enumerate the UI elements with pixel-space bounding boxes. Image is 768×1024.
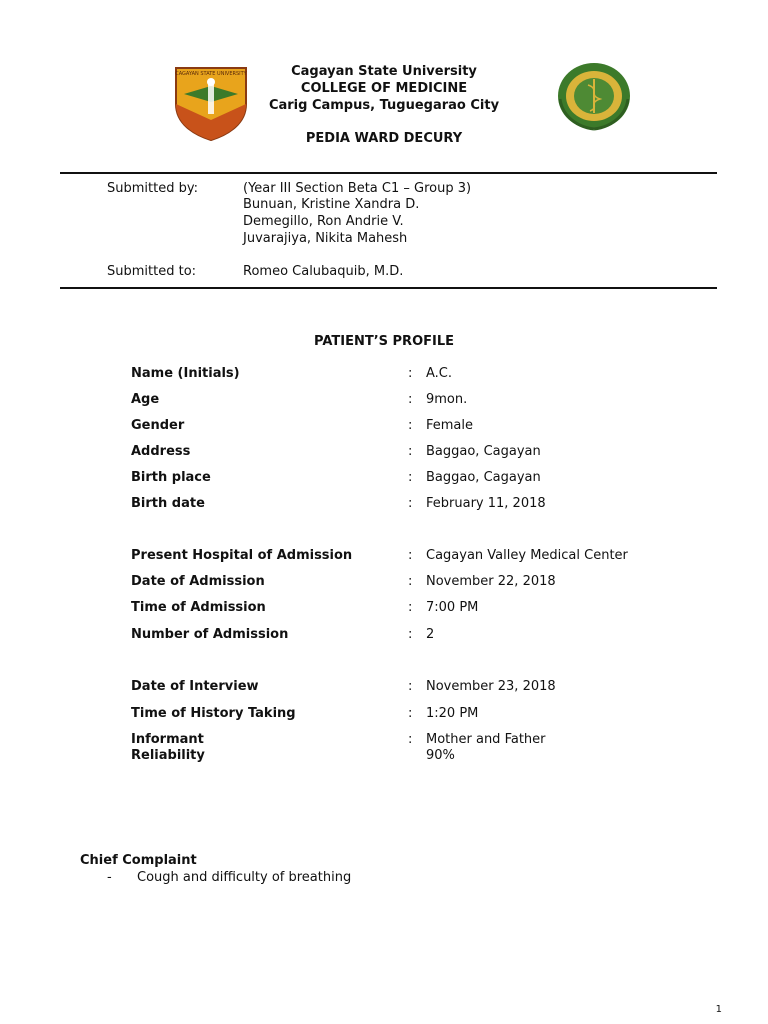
profile-value: November 22, 2018 <box>426 574 556 589</box>
submitted-to-value: Romeo Calubaquib, M.D. <box>243 264 404 279</box>
profile-label: Birth place <box>131 470 211 485</box>
chief-complaint-item: Cough and difficulty of breathing <box>137 870 352 885</box>
profile-value: Female <box>426 418 474 433</box>
college-name: COLLEGE OF MEDICINE <box>300 81 468 96</box>
profile-title: PATIENT’S PROFILE <box>313 334 455 349</box>
bottom-divider <box>60 287 717 289</box>
profile-colon: : <box>408 470 413 485</box>
profile-label: Date of Interview <box>131 679 259 694</box>
profile-label: Gender <box>131 418 185 433</box>
campus-name: Carig Campus, Tuguegarao City <box>268 98 500 113</box>
profile-label: Reliability <box>131 748 205 763</box>
profile-value: 9mon. <box>426 392 468 407</box>
profile-colon: : <box>408 574 413 589</box>
profile-value: 2 <box>426 627 435 642</box>
submitted-by-line: Bunuan, Kristine Xandra D. <box>243 197 420 212</box>
profile-value: A.C. <box>426 366 453 381</box>
profile-value: Baggao, Cagayan <box>426 470 541 485</box>
profile-colon: : <box>408 392 413 407</box>
profile-colon: : <box>408 732 413 747</box>
profile-value: Cagayan Valley Medical Center <box>426 548 628 563</box>
profile-value: 7:00 PM <box>426 600 479 615</box>
profile-label: Address <box>131 444 191 459</box>
profile-colon: : <box>408 418 413 433</box>
profile-colon: : <box>408 444 413 459</box>
profile-colon: : <box>408 679 413 694</box>
profile-label: Birth date <box>131 496 205 511</box>
profile-value: 1:20 PM <box>426 706 479 721</box>
profile-value: Baggao, Cagayan <box>426 444 541 459</box>
profile-colon: : <box>408 548 413 563</box>
submitted-by-line: Demegillo, Ron Andrie V. <box>243 214 404 229</box>
submitted-by-line: (Year III Section Beta C1 – Group 3) <box>243 181 472 196</box>
profile-value: February 11, 2018 <box>426 496 546 511</box>
profile-value: 90% <box>426 748 455 763</box>
profile-colon: : <box>408 496 413 511</box>
profile-value: November 23, 2018 <box>426 679 556 694</box>
university-name: Cagayan State University <box>291 64 477 79</box>
chief-complaint-title: Chief Complaint <box>80 853 197 868</box>
page-number: 1 <box>715 1004 722 1015</box>
document-title: PEDIA WARD DECURY <box>305 131 463 146</box>
submitted-by-label: Submitted by: <box>107 181 198 196</box>
logo-left-text: CAGAYAN STATE UNIVERSITY <box>175 71 247 77</box>
profile-label: Name (Initials) <box>131 366 240 381</box>
profile-colon: : <box>408 706 413 721</box>
profile-label: Date of Admission <box>131 574 265 589</box>
profile-label: Number of Admission <box>131 627 289 642</box>
submitted-to-label: Submitted to: <box>107 264 197 279</box>
top-divider <box>60 172 717 174</box>
profile-colon: : <box>408 366 413 381</box>
profile-colon: : <box>408 600 413 615</box>
profile-label: Age <box>131 392 160 407</box>
profile-label: Time of History Taking <box>131 706 296 721</box>
profile-value: Mother and Father <box>426 732 546 747</box>
profile-colon: : <box>408 627 413 642</box>
profile-label: Informant <box>131 732 204 747</box>
profile-label: Time of Admission <box>131 600 266 615</box>
submitted-by-line: Juvarajiya, Nikita Mahesh <box>243 231 408 246</box>
chief-complaint-bullet: - <box>107 870 112 885</box>
profile-label: Present Hospital of Admission <box>131 548 353 563</box>
